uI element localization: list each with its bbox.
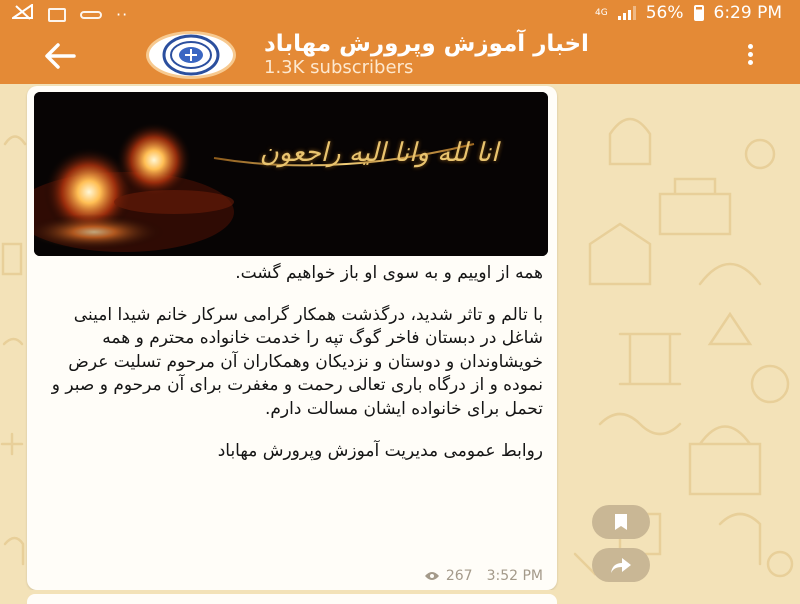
post-paragraph: همه از اوییم و به سوی او باز خواهیم گشت. — [235, 263, 543, 283]
battery-percent: 56% — [645, 3, 684, 23]
channel-info[interactable] — [264, 31, 714, 78]
view-count: 267 — [445, 568, 473, 584]
signal-icon — [618, 6, 636, 20]
post-text — [47, 262, 543, 481]
key-icon — [80, 11, 102, 19]
clock: 6:29 PM — [713, 3, 782, 23]
post-time: 3:52 PM — [486, 568, 543, 584]
share-button[interactable] — [592, 548, 650, 582]
eye-icon — [424, 571, 440, 581]
post-paragraph: با تالم و تاثر شدید، درگذشت همکار گرامی سرکار خانم شیدا امینی شاغل در دبستان فاخر گوگ تپه را خدمت خانواده محترم و همه خویشاوندان و دوستان و نزدیکان وهمکاران آن مرحوم تسلیت عرض نموده و از درگاه باری تعالی رحمت و مغفرت برای آن مرحوم و صبر و تحمل برای خانواده ایشان مسالت دارم. — [51, 304, 543, 419]
subscriber-count: 1.3K subscribers — [264, 57, 414, 78]
wifi-off-icon — [12, 4, 34, 25]
notification-icons — [12, 4, 128, 25]
channel-post[interactable] — [27, 86, 557, 590]
status-bar — [0, 0, 800, 28]
post-meta — [424, 568, 543, 584]
post-image[interactable] — [34, 92, 548, 256]
channel-logo — [161, 34, 221, 76]
more-vertical-icon — [748, 44, 753, 49]
bookmark-icon — [613, 513, 629, 531]
image-calligraphy: انا لله وانا الیه راجعون — [259, 138, 499, 168]
more-notifications-icon: ·· — [116, 5, 129, 24]
more-menu-button[interactable] — [744, 44, 756, 70]
arrow-left-icon — [40, 38, 80, 74]
network-type: 4G — [595, 7, 608, 18]
share-arrow-icon — [610, 556, 632, 574]
system-indicators — [595, 3, 782, 23]
post-signature: روابط عمومی مدیریت آموزش وپرورش مهاباد — [217, 440, 543, 461]
channel-avatar[interactable] — [146, 31, 236, 79]
channel-title: اخبار آموزش وپرورش مهاباد — [264, 31, 589, 57]
bookmark-button[interactable] — [592, 505, 650, 539]
back-button[interactable] — [40, 38, 80, 74]
channel-header — [0, 28, 800, 84]
next-post-peek — [0, 590, 800, 600]
battery-icon — [694, 5, 704, 21]
image-icon — [48, 8, 66, 22]
